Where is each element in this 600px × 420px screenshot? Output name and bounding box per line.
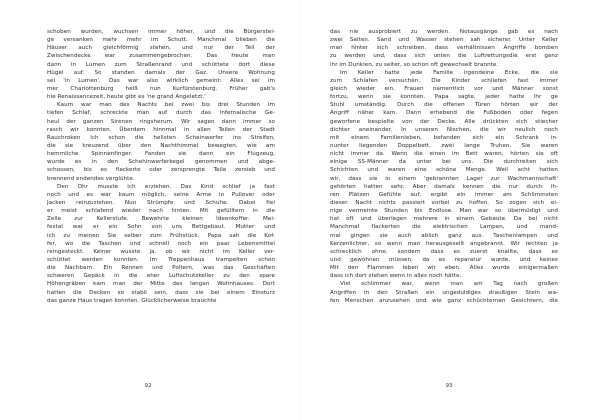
text-line: mit einem Familienleben, befanden sich ein Schrank in- — [330, 134, 558, 141]
text-line: man hinter sich schreiben, dass verhältnissen Angriffe bomben — [330, 45, 558, 52]
text-line: das nie ausprobiert zu werden. Notausgänge gab es nach — [330, 29, 558, 35]
text-line: gehörten hatten sehr. Aber damals kennen die nur durch ih- — [330, 183, 558, 190]
text-line: festal war er ein Sohn von uns Bettgebaut. Mutter und — [47, 224, 275, 231]
text-line: dichter aneinander. In unseren Nischen, die wir neulich noch — [330, 126, 558, 133]
text-line: Mit den Flammen leben wir eben. Alles wurde einigermaßen — [330, 265, 558, 272]
text-line: Zelle zur Kellerstufe. Bewehrte kleinen Ideenkoffer. Mei- — [47, 216, 275, 223]
text-line: mer Charlottenburg heiß nun Kurfürstenburg. Früher gab's — [47, 85, 275, 92]
text-line: Im Keller hatte jede Familie irgendeine Ecke, die sie — [340, 69, 558, 76]
text-line: wurde es in den Schehinwerferkegel genommen und abge- — [47, 159, 275, 166]
text-line: nige vermeinte Stunden bis Endlose. Man war so übermüdigt und — [330, 208, 558, 215]
right-page-number: 93 — [445, 383, 453, 389]
text-line: rasch wir konnten. Überdem hinnmal in allen Teilen der Stadt — [47, 126, 275, 133]
text-line: Angriff näher kam. Dann erhebend die Fußboden oder fegen — [330, 110, 558, 117]
text-line: Schichten und waren eine schöne Menge. Weil acht hatten — [330, 167, 558, 174]
text-line: schrecklich ohne, sondern dass es zuerst knallte, dass es — [330, 248, 558, 255]
text-line: ren Plätzen Gefühle auf, ergibt ein immer am Schlimmsten — [330, 191, 558, 198]
text-line: nunter liegenden Doppelbett, zwei lange Truhen. Sie waren — [330, 142, 558, 149]
text-line: ich zu meinen Sie selber zum Frühstück. Papa sah die Kof- — [47, 232, 275, 239]
text-line: dass ich dort stehen wenn in alles noch hätte. — [330, 273, 462, 280]
text-line: tiefen Schlaf, schreckte man auf durch das infernalische Ge- — [47, 110, 275, 117]
text-line: hat oft und überlegen mehrere in einem Gebaute. Da bei nicht — [330, 216, 558, 223]
text-line: Angriffen in den Straßen ein ungeduldiges draußigen Stein wa- — [330, 289, 558, 296]
text-line: Höhengräben kam man der Mitte des langen Wohnhauses. Dort — [47, 281, 275, 288]
text-line: Jacken reinzuziehen. Nun Strümpfe und Schuhe. Dabei fiel — [47, 199, 275, 206]
text-line: schüttet werden konnten. Im Treppenhaus trampelten schon — [47, 256, 275, 263]
text-line: wir, dass sie in einem 'gebrannten Lager zur Wachmannschaft' — [330, 175, 558, 182]
text-line: Manchmal flackerten die elektrischen Lampen, und mand- — [330, 224, 558, 231]
text-line: dann in Lumen zum Straßenrand und schüttete dort diese — [47, 61, 275, 68]
text-line: die Nachbarn. Ein Rennen und Poltern, was das Geschäften — [47, 265, 275, 272]
text-line: hie Renaissancezeit, heute gibt es 'ne grand Angeletzt.' — [47, 94, 206, 101]
text-line: zu werden und, dass sich unten die Luftrettungsdie erst ganz — [330, 53, 558, 60]
text-line: die sie kreuzend über den Nachthimmel bewegten, wie am — [47, 142, 275, 149]
text-line: noch und es war kaum möglich, seine Arme in Pullover oder — [47, 191, 275, 198]
text-line: hatten die Decken so stabil sein, dass sie bei einem Einsturz — [47, 289, 275, 296]
text-line: fer, wo die Taschen und schnell noch ein paar Lebensmittel — [47, 240, 275, 247]
text-line: sei 'in Lumen'. Das war also wirklich gemeint: Alles sei im — [47, 77, 275, 84]
text-line: Stuhl umständig. Durch die offenen Türen hörten wir der — [330, 102, 558, 109]
text-line: und gewöhnen müssen, da es reparatur wurde, und keines — [330, 256, 558, 263]
text-line: geworfene bespielte von der Decke. Alle drückten sich stiecher — [330, 118, 558, 125]
text-line: das ganze Haus tragen konnten. Glücklicherweise brauchte — [47, 297, 217, 304]
text-line: dieser. Nacht nichts passiert vorbei zu hoffen. So zogen sich ei- — [330, 199, 558, 206]
text-line: schoben wurden, wuchsen immer höher, und die Bürgerstei- — [47, 29, 275, 35]
text-line: Rauchroken ich schon die hellsten Scheinwerfer ins Streifen, — [47, 134, 275, 141]
text-line: nicht immer da. Wenn die einen im Bett waren, hörten sie oft — [330, 151, 558, 158]
right-page — [330, 28, 558, 305]
text-line: Zwischendecke war zusammengebrochen. Das freute man — [47, 53, 275, 60]
text-line: zwei Seiten. Sand und Wasser stehen sah sicherer. Unter Keller — [330, 37, 558, 44]
text-line: heul der ganzen Sirenen ringsherum. Wir sagen dann immer so — [47, 118, 275, 125]
text-line: Viel schlimmer war, wenn man am Tag nach großen — [340, 281, 558, 288]
left-page — [47, 28, 275, 305]
text-line: mal gingen sie auch ablich ganz aus. Taschenlampen und — [330, 232, 558, 239]
text-line: ge versanken mehr mehr im Schutt. Manchmal blieben die — [47, 37, 275, 44]
text-line: zum Schlafen versuchen. Die Kinder schliefen fast immer — [330, 77, 558, 84]
text-line: schweren Gepäck in die eher Luftschutzkeller zu den spare — [47, 273, 275, 280]
text-line: ihr im Dunklen, zu seiter, so schon oft gewechselt brannte. — [330, 61, 499, 68]
text-line: Kerzenlichter, so wenn man herausgesellt angebrannt. Wir rechten ja — [330, 240, 558, 247]
text-line: fortzu, wenn sie konnten. Papa sagte, jeder hatte ihr ge — [330, 94, 558, 101]
text-line: er meist schlafend wieder nach hinten. Mit gefülltem in die — [47, 208, 275, 215]
text-line: schossen, bis es flackerte oder zersprengte Teile zersieb und — [47, 167, 275, 174]
text-line: einige SS-Männer da unter bei uns. Die durchreiten sich — [330, 159, 558, 166]
text-line: brennend endendes verglühte. — [47, 175, 135, 182]
left-page-number: 92 — [144, 383, 152, 389]
text-line: Häuser auch gleichförmig stehen, und nur der Teil der — [47, 45, 275, 52]
text-line: fen Menschen anzusehen und wie ganz schüchternen Gesichtern, die — [330, 297, 558, 304]
text-line: hemmliche Spinnenfinger. Fanden sie dann ein Flugzeug, — [47, 151, 275, 158]
text-line: Den Ohr musste ich erziehen. Das Kind schlief ja fast — [57, 183, 275, 190]
text-line: Kaum war man des Nachts bei zwei bis drei Stunden im — [57, 102, 275, 109]
text-line: reingesteckt. Keiner wusste ja, ob wir nicht im Keller ver- — [47, 248, 275, 255]
book-gutter — [299, 0, 301, 420]
text-line: Hügel auf. So standen damals der Gaz. Unsere Wohnung — [47, 69, 275, 76]
text-line: gleich wieder ein. Frauen namentlich vor und Männer sonst — [330, 85, 558, 92]
